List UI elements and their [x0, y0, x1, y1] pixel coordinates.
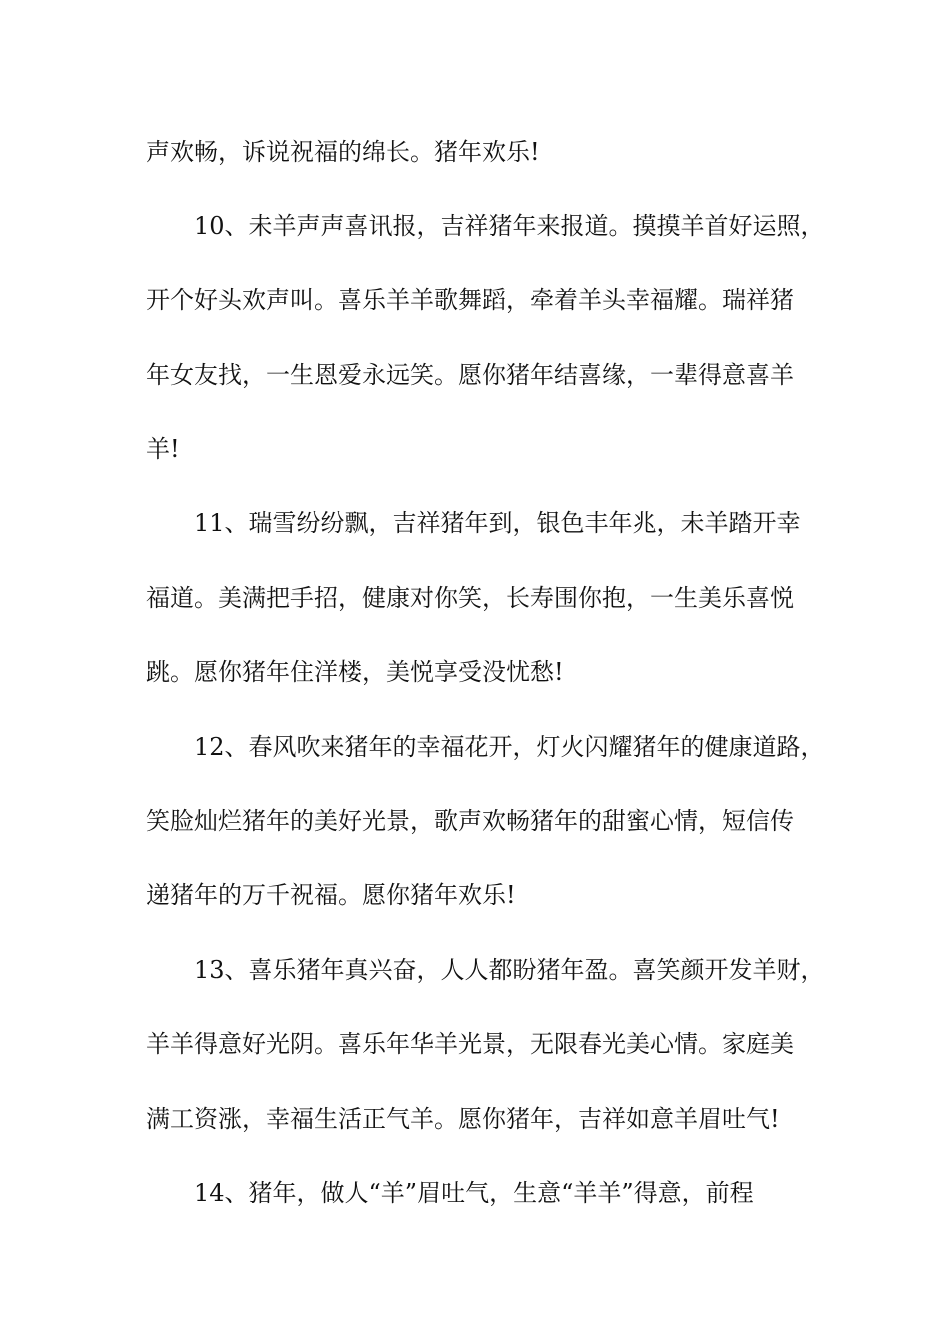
text-line: 声欢畅，诉说祝福的绵长。猪年欢乐! — [146, 138, 540, 166]
paragraph-12-line-1: 12、春风吹来猪年的幸福花开，灯火闪耀猪年的健康道路， — [194, 733, 825, 761]
text-line: 开个好头欢声叫。喜乐羊羊歌舞蹈，牵着羊头幸福耀。瑞祥猪 — [146, 286, 794, 314]
paragraph-11-line-1: 11、瑞雪纷纷飘，吉祥猪年到，银色丰年兆，未羊踏开幸 — [194, 509, 801, 537]
paragraph-13-line-1: 13、喜乐猪年真兴奋，人人都盼猪年盈。喜笑颜开发羊财， — [194, 956, 825, 984]
text-line: 福道。美满把手招，健康对你笑，长寿围你抱，一生美乐喜悦 — [146, 584, 794, 612]
text-line: 羊! — [146, 435, 180, 463]
text-line: 年女友找，一生恩爱永远笑。愿你猪年结喜缘，一辈得意喜羊 — [146, 361, 794, 389]
text-line: 笑脸灿烂猪年的美好光景，歌声欢畅猪年的甜蜜心情，短信传 — [146, 807, 794, 835]
paragraph-10-line-1: 10、未羊声声喜讯报，吉祥猪年来报道。摸摸羊首好运照， — [194, 212, 825, 240]
text-line: 满工资涨，幸福生活正气羊。愿你猪年，吉祥如意羊眉吐气! — [146, 1105, 780, 1133]
text-line: 羊羊得意好光阴。喜乐年华羊光景，无限春光美心情。家庭美 — [146, 1030, 794, 1058]
text-line: 跳。愿你猪年住洋楼，美悦享受没忧愁! — [146, 658, 564, 686]
text-line: 递猪年的万千祝福。愿你猪年欢乐! — [146, 881, 516, 909]
paragraph-14-line-1: 14、猪年，做人“羊”眉吐气，生意“羊羊”得意，前程 — [194, 1179, 754, 1207]
